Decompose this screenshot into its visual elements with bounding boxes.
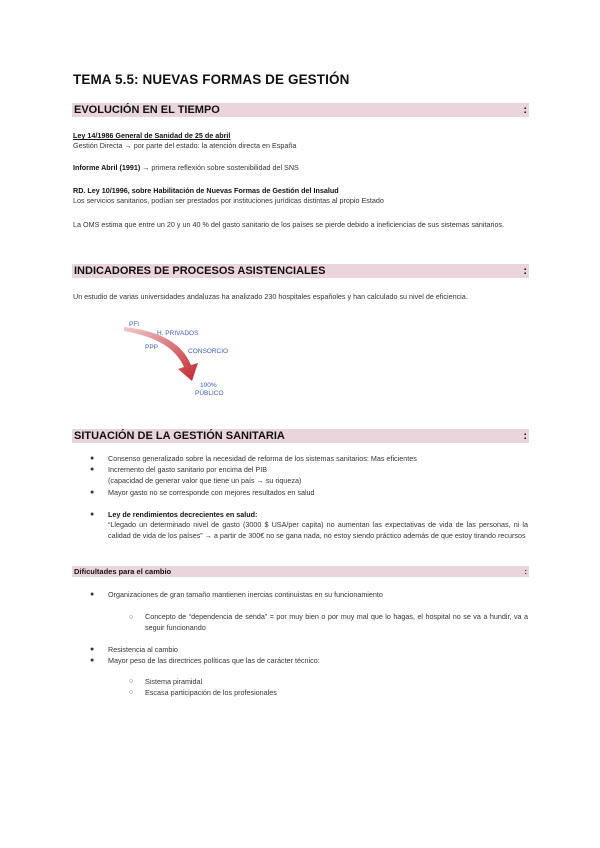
report-text: → primera reflexión sobre sostenibilidad del SNS [140, 163, 299, 172]
section-dificultades-header [72, 566, 529, 577]
bullet-dot: ● [90, 511, 95, 518]
list-item: Incremento del gasto sanitario por encima del PIB [108, 465, 268, 474]
section-heading: EVOLUCIÓN EN EL TIEMPO [74, 104, 220, 116]
section-heading: Dificultades para el cambio [74, 567, 172, 576]
oms-paragraph: La OMS estima que entre un 20 y un 40 % del gasto sanitario de los países se pierde debido a ineficiencias de sus sistemas sanitarios. [73, 220, 505, 229]
efficiency-diagram [118, 315, 248, 400]
diminishing-title: Ley de rendimientos decrecientes en salud: [108, 510, 258, 519]
pib-note: (capacidad de generar valor que tiene un país → su riqueza) [108, 476, 302, 485]
bullet-dot: ● [90, 455, 95, 462]
label-publico: PÚBLICO [195, 390, 224, 397]
section-colon: : [524, 567, 527, 576]
page-title: TEMA 5.5: NUEVAS FORMAS DE GESTIÓN [73, 72, 350, 87]
list-item: Resistencia al cambio [108, 645, 178, 654]
sub-bullet-circle: ○ [129, 678, 134, 685]
section-colon: : [523, 265, 527, 277]
report-line [73, 163, 299, 173]
law2-text: Los servicios sanitarios, podían ser prestados por instituciones jurídicas distintas al propio Estado [73, 196, 384, 205]
bullet-dot: ● [90, 591, 95, 598]
sub-bullet-circle: ○ [129, 689, 134, 696]
label-h-privados: H. PRIVADOS [157, 330, 199, 337]
sub-item: Concepto de “dependencia de senda” = por muy bien o por muy mal que lo hagas, el hospital no se va a hundir, va a seguir funcionando [145, 612, 528, 632]
bullet-dot: ● [90, 466, 95, 473]
section-heading: INDICADORES DE PROCESOS ASISTENCIALES [74, 265, 326, 277]
bullet-dot: ● [90, 646, 95, 653]
diminishing-text: “Llegado un determinado nivel de gasto (3000 $ USA/per capita) no aumentan las expectativas de vida de las personas, ni la calidad de vida de los países” → a partir de 300€ no se gana nada, no estoy siendo práctico además de que estoy tirando recursos [108, 520, 528, 540]
law1-text: Gestión Directa → por parte del estado: la atención directa en España [73, 141, 297, 150]
report-title: Informe Abril (1991) [73, 163, 141, 172]
section-heading: SITUACIÓN DE LA GESTIÓN SANITARIA [74, 430, 285, 442]
label-ppp: PPP [145, 344, 159, 351]
bullet-dot: ● [90, 489, 95, 496]
law1-title: Ley 14/1986 General de Sanidad de 25 de abril [73, 131, 231, 140]
sub-item: Sistema piramidal [145, 677, 203, 686]
label-consorcio: CONSORCIO [188, 348, 229, 355]
section-colon: : [523, 430, 527, 442]
bullet-dot: ● [90, 657, 95, 664]
section-colon: : [523, 104, 527, 116]
study-text: Un estudio de varias universidades andaluzas ha analizado 230 hospitales españoles y han calculado su nivel de eficiencia. [73, 292, 468, 301]
section-evolucion-header [72, 103, 529, 117]
list-item: Organizaciones de gran tamaño mantienen inercias continuistas en su funcionamiento [108, 590, 383, 599]
section-indicadores-header [72, 264, 529, 278]
list-item: Mayor peso de las directrices políticas que las de carácter técnico: [108, 656, 320, 665]
label-publico-pct: 100% [200, 382, 217, 389]
sub-bullet-circle: ○ [129, 614, 134, 621]
list-item: Consenso generalizado sobre la necesidad de reforma de los sistemas sanitarios: Mas eficientes [108, 454, 417, 463]
sub-item: Escasa participación de los profesionales [145, 688, 277, 697]
law2-title: RD. Ley 10/1996, sobre Habilitación de Nuevas Formas de Gestión del Insalud [73, 186, 339, 195]
list-item: Mayor gasto no se corresponde con mejores resultados en salud [108, 488, 315, 497]
section-situacion-header [72, 429, 529, 443]
label-pfi: PFI [129, 321, 140, 328]
